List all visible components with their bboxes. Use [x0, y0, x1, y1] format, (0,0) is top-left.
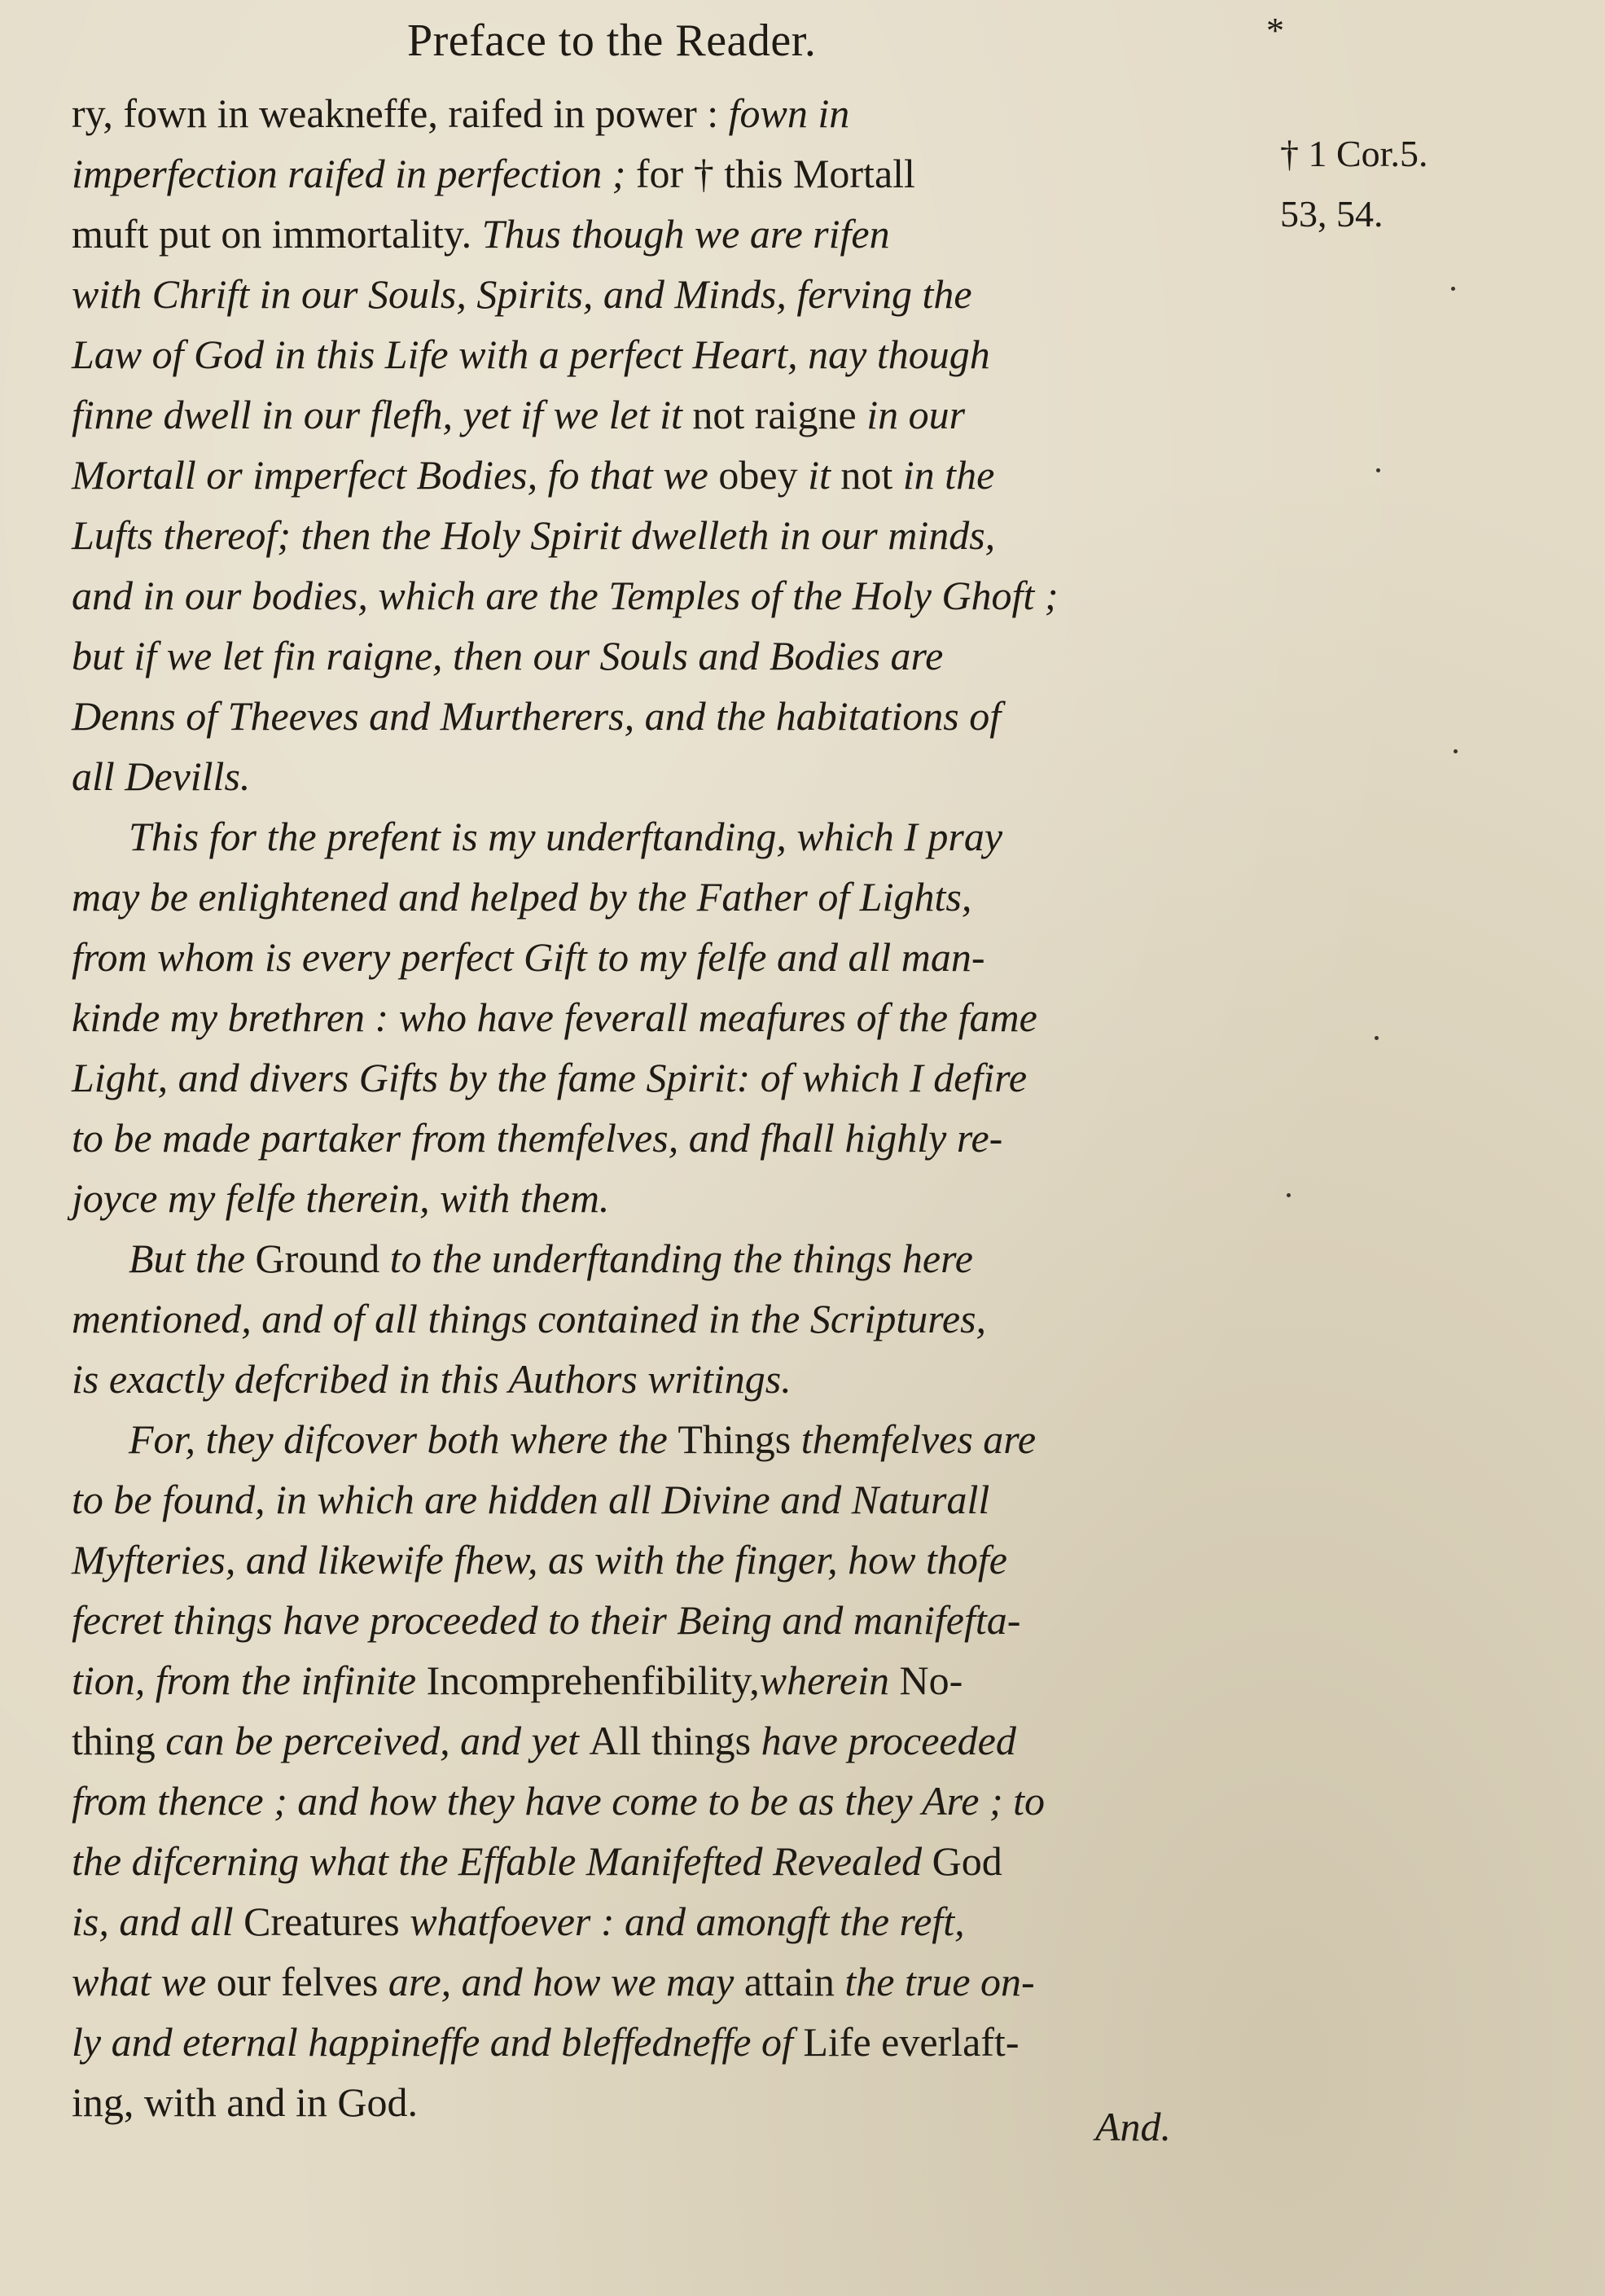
italic-text: but if we let fin raigne, then our Souls and Bodies are: [72, 633, 944, 678]
italic-text: imperfection raifed in perfection ;: [72, 151, 636, 196]
paper-speck: [1287, 1193, 1291, 1197]
margin-note-verses: 53, 54.: [1280, 193, 1384, 235]
text-line: [72, 1530, 1261, 1590]
italic-text: kinde my brethren : who have feverall meafures of the fame: [72, 994, 1037, 1040]
text-line: [72, 1650, 1261, 1710]
text-line: [72, 1349, 1261, 1409]
italic-text: finne dwell in our flefh, yet if we let it: [72, 392, 693, 437]
roman-text: All things: [589, 1718, 761, 1763]
roman-text: muft put on immortality.: [72, 211, 482, 257]
italic-text: Mortall or imperfect Bodies, fo that we: [72, 452, 719, 498]
italic-text: themfelves are: [800, 1416, 1037, 1462]
text-line: [72, 806, 1261, 867]
italic-text: fown in: [728, 90, 850, 136]
text-line: [72, 384, 1261, 445]
text-line: [72, 1409, 1261, 1469]
signature-mark: *: [1266, 11, 1284, 50]
running-title: Preface to the Reader.: [407, 15, 817, 66]
text-line: [72, 1469, 1261, 1530]
text-line: [72, 1590, 1261, 1650]
italic-text: is exactly defcribed in this Authors writings.: [72, 1356, 792, 1402]
roman-text: No-: [899, 1657, 963, 1703]
text-line: [72, 867, 1261, 927]
italic-text: may be enlightened and helped by the Father of Lights,: [72, 874, 972, 920]
text-line: [72, 2012, 1261, 2072]
text-line: [72, 1288, 1261, 1349]
italic-text: in our: [866, 392, 966, 437]
italic-text: have proceeded: [761, 1718, 1016, 1763]
paper-speck: [1451, 287, 1455, 291]
italic-text: can be perceived, and yet: [165, 1718, 590, 1763]
roman-text: Ground: [255, 1236, 390, 1281]
paper-speck: [1375, 1036, 1379, 1040]
text-line: [72, 1168, 1261, 1228]
roman-text: Things: [678, 1416, 801, 1462]
roman-text: not raigne: [692, 392, 867, 437]
italic-text: For, they difcover both where the: [129, 1416, 678, 1462]
text-line: [72, 505, 1261, 565]
italic-text: it: [808, 452, 841, 498]
paper-speck: [1376, 468, 1380, 472]
italic-text: to the underftanding the things here: [389, 1236, 973, 1281]
italic-text: the difcerning what the Effable Manifefted Revealed: [72, 1838, 932, 1884]
text-line: [72, 264, 1261, 324]
roman-text: for † this Mortall: [635, 151, 915, 196]
italic-text: wherein: [759, 1657, 900, 1703]
italic-text: from whom is every perfect Gift to my felfe and all man-: [72, 934, 985, 980]
roman-text: attain: [743, 1959, 845, 2004]
text-line: [72, 626, 1261, 686]
text-line: [72, 1771, 1261, 1831]
italic-text: all Devills.: [72, 753, 251, 799]
italic-text: to be found, in which are hidden all Divine and Naturall: [72, 1477, 990, 1522]
text-line: [72, 686, 1261, 746]
italic-text: joyce my felfe therein, with them.: [72, 1175, 610, 1221]
text-line: [72, 83, 1261, 143]
italic-text: tion, from the infinite: [72, 1657, 427, 1703]
text-line: [72, 1710, 1261, 1771]
text-line: [72, 987, 1261, 1047]
text-line: [72, 324, 1261, 384]
italic-text: Denns of Theeves and Murtherers, and the habitations of: [72, 693, 1002, 739]
italic-text: with Chrift in our Souls, Spirits, and Minds, ferving the: [72, 271, 972, 317]
italic-text: Lufts thereof; then the Holy Spirit dwelleth in our minds,: [72, 512, 996, 558]
italic-text: whatfoever : and amongft the reft,: [410, 1899, 965, 1944]
italic-text: are, and how we may: [388, 1959, 744, 2004]
roman-text: obey: [718, 452, 809, 498]
paper-speck: [1454, 749, 1458, 753]
italic-text: fecret things have proceeded to their Being and manifefta-: [72, 1597, 1021, 1643]
italic-text: This for the prefent is my underftanding, which I pray: [129, 814, 1003, 859]
italic-text: what we: [72, 1959, 217, 2004]
body-text: [72, 83, 1261, 2132]
italic-text: But the: [129, 1236, 256, 1281]
margin-note-reference: † 1 Cor.5.: [1280, 133, 1428, 174]
text-line: [72, 746, 1261, 806]
roman-text: ry, fown in weakneffe, raifed in power :: [72, 90, 729, 136]
text-line: [72, 204, 1261, 264]
roman-text: ing, with and in God.: [72, 2079, 418, 2125]
text-line: [72, 445, 1261, 505]
italic-text: Law of God in this Life with a perfect Heart, nay though: [72, 331, 990, 377]
roman-text: not: [840, 452, 903, 498]
italic-text: Light, and divers Gifts by the fame Spirit: of which I defire: [72, 1055, 1028, 1100]
italic-text: is, and all: [72, 1899, 244, 1944]
italic-text: Myfteries, and likewife fhew, as with the finger, how thofe: [72, 1537, 1007, 1583]
text-line: [72, 1891, 1261, 1951]
text-line: [72, 1047, 1261, 1108]
roman-text: God: [932, 1838, 1002, 1884]
roman-text: Incomprehenfibility,: [426, 1657, 760, 1703]
italic-text: Thus though we are rifen: [481, 211, 890, 257]
italic-text: from thence ; and how they have come to be as they Are ; to: [72, 1778, 1046, 1824]
italic-text: to be made partaker from themfelves, and fhall highly re-: [72, 1115, 1003, 1161]
italic-text: the true on-: [844, 1959, 1035, 2004]
text-line: [72, 1831, 1261, 1891]
italic-text: mentioned, and of all things contained in the Scriptures,: [72, 1296, 987, 1341]
roman-text: Creatures: [243, 1899, 410, 1944]
italic-text: ly and eternal happineffe and bleffedneffe of: [72, 2019, 804, 2065]
roman-text: thing: [72, 1718, 166, 1763]
text-line: [72, 927, 1261, 987]
text-line: [72, 1108, 1261, 1168]
text-line: [72, 1951, 1261, 2012]
italic-text: and in our bodies, which are the Temples of the Holy Ghoft ;: [72, 573, 1059, 618]
text-line: [72, 1228, 1261, 1288]
roman-text: our felves: [216, 1959, 388, 2004]
catchword: And.: [1095, 2104, 1172, 2149]
italic-text: in the: [902, 452, 995, 498]
roman-text: Life everlaft-: [803, 2019, 1020, 2065]
text-line: [72, 565, 1261, 626]
text-line: [72, 143, 1261, 204]
text-line: [72, 2072, 1261, 2132]
